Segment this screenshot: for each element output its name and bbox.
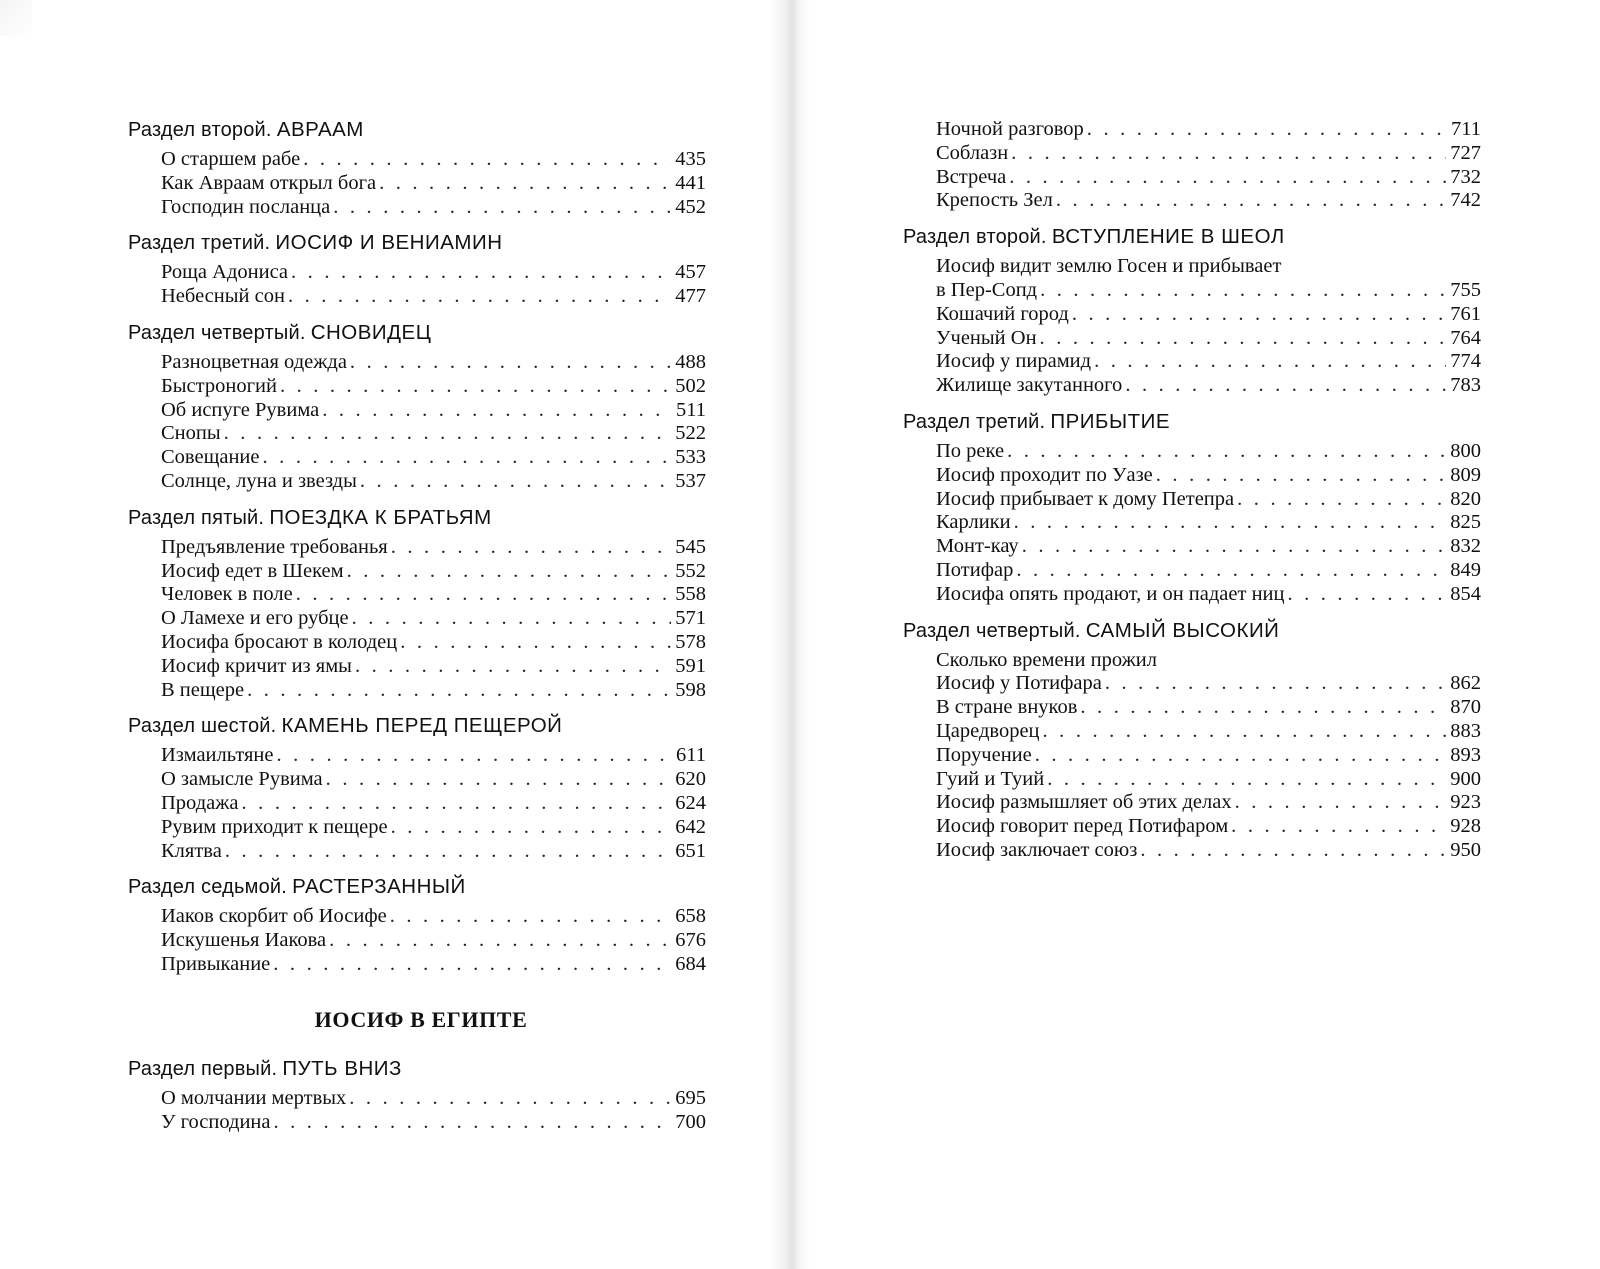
toc-entry[interactable] bbox=[128, 285, 706, 309]
toc-page-number: 545 bbox=[675, 535, 706, 558]
toc-entry[interactable] bbox=[128, 744, 706, 768]
toc-entry-title: Крепость Зел bbox=[936, 189, 1053, 212]
toc-section bbox=[128, 321, 706, 494]
toc-page-number: 774 bbox=[1450, 350, 1481, 373]
toc-entry-title: в Пер-Сопд bbox=[936, 278, 1038, 301]
toc-page-number: 883 bbox=[1450, 719, 1481, 742]
toc-page-number: 695 bbox=[675, 1086, 706, 1109]
toc-page-number: 928 bbox=[1450, 815, 1481, 838]
toc-entry-title: Иосиф заключает союз bbox=[936, 838, 1138, 861]
dot-leader bbox=[347, 560, 671, 584]
section-label: Раздел четвертый. bbox=[903, 619, 1081, 642]
section-name: РАСТЕРЗАННЫЙ bbox=[292, 875, 466, 899]
toc-section bbox=[128, 506, 706, 703]
toc-entry-title: Измаильтяне bbox=[161, 744, 274, 767]
toc-entry[interactable] bbox=[128, 470, 706, 494]
toc-entry[interactable] bbox=[903, 744, 1481, 768]
toc-section bbox=[128, 231, 706, 309]
toc-page-number: 832 bbox=[1450, 535, 1481, 558]
toc-page-number: 870 bbox=[1450, 696, 1481, 719]
toc-entry[interactable] bbox=[128, 560, 706, 584]
toc-entry-title: Карлики bbox=[936, 511, 1011, 534]
toc-entry-title: Искушенья Иакова bbox=[161, 929, 327, 952]
toc-entry-title: Встреча bbox=[936, 165, 1007, 188]
toc-page-number: 624 bbox=[675, 791, 706, 814]
toc-page-number: 825 bbox=[1450, 511, 1481, 534]
toc-entry-title: В стране внуков bbox=[936, 696, 1078, 719]
toc-entry[interactable] bbox=[903, 303, 1481, 327]
toc-entry-title: Солнце, луна и звезды bbox=[161, 469, 357, 492]
section-heading bbox=[128, 1057, 706, 1081]
section-label: Раздел второй. bbox=[128, 119, 272, 141]
page-corner bbox=[0, 0, 32, 36]
toc-page-number: 651 bbox=[675, 839, 706, 862]
toc-entry[interactable] bbox=[128, 792, 706, 816]
toc-entry-title: Ночной разговор bbox=[936, 118, 1084, 140]
toc-entry-title: Иосифа опять продают, и он падает ниц bbox=[936, 582, 1285, 605]
section-heading bbox=[128, 321, 706, 345]
toc-section bbox=[128, 714, 706, 863]
toc-page-number: 522 bbox=[675, 422, 706, 445]
dot-leader bbox=[1140, 839, 1446, 863]
toc-entry[interactable] bbox=[903, 535, 1481, 559]
toc-page-number: 950 bbox=[1450, 838, 1481, 861]
toc-entry-title: Иосиф едет в Шекем bbox=[161, 559, 344, 582]
toc-page-number: 742 bbox=[1450, 189, 1481, 212]
toc-page-number: 684 bbox=[675, 952, 706, 975]
dot-leader bbox=[1080, 696, 1446, 720]
toc-page-number: 558 bbox=[675, 583, 706, 606]
toc-entry-title: Небесный сон bbox=[161, 285, 285, 308]
toc-entry[interactable] bbox=[128, 953, 706, 977]
dot-leader bbox=[1087, 118, 1446, 142]
dot-leader bbox=[329, 929, 671, 953]
toc-entry-title: Привыкание bbox=[161, 952, 271, 975]
toc-page-number: 457 bbox=[675, 261, 706, 284]
dot-leader bbox=[280, 375, 671, 399]
toc-entry-title: Иосиф прибывает к дому Петепра bbox=[936, 487, 1235, 510]
dot-leader bbox=[1072, 303, 1446, 327]
toc-entry[interactable] bbox=[128, 1111, 706, 1135]
dot-leader bbox=[349, 1087, 671, 1111]
toc-entry[interactable] bbox=[903, 791, 1481, 815]
toc-page-number: 809 bbox=[1450, 463, 1481, 486]
toc-entry[interactable] bbox=[903, 327, 1481, 351]
dot-leader bbox=[1016, 559, 1446, 583]
toc-page-number: 923 bbox=[1450, 791, 1481, 814]
left-page bbox=[128, 118, 706, 1146]
toc-entry[interactable] bbox=[128, 148, 706, 172]
dot-leader bbox=[379, 172, 671, 196]
toc-page-number: 676 bbox=[675, 929, 706, 952]
toc-page-number: 533 bbox=[675, 446, 706, 469]
toc-section bbox=[903, 619, 1481, 863]
dot-leader bbox=[296, 583, 671, 607]
dot-leader bbox=[391, 536, 671, 560]
dot-leader bbox=[1094, 350, 1446, 374]
section-name: САМЫЙ ВЫСОКИЙ bbox=[1085, 618, 1280, 642]
toc-entry-title: Быстроногий bbox=[161, 374, 277, 397]
toc-section bbox=[128, 118, 706, 219]
toc-entry[interactable] bbox=[128, 607, 706, 631]
toc-page-number: 849 bbox=[1450, 558, 1481, 581]
dot-leader bbox=[360, 470, 671, 494]
toc-entry-title: Гуий и Туий bbox=[936, 767, 1045, 790]
dot-leader bbox=[303, 148, 671, 172]
toc-entry[interactable] bbox=[903, 839, 1481, 863]
dot-leader bbox=[391, 816, 671, 840]
toc-entry-title: В пещере bbox=[161, 678, 245, 701]
toc-entry-title: О старшем рабе bbox=[161, 148, 301, 170]
dot-leader bbox=[326, 768, 671, 792]
section-name: КАМЕНЬ ПЕРЕД ПЕЩЕРОЙ bbox=[281, 714, 563, 738]
toc-page-number: 537 bbox=[675, 469, 706, 492]
toc-entry[interactable] bbox=[128, 768, 706, 792]
dot-leader bbox=[274, 1111, 672, 1135]
toc-entry-title: Кошачий город bbox=[936, 302, 1069, 325]
toc-page-number: 591 bbox=[675, 654, 706, 677]
section-name: ПОЕЗДКА К БРАТЬЯМ bbox=[269, 505, 492, 529]
continued-entries bbox=[903, 118, 1481, 213]
toc-entry-title: Продажа bbox=[161, 791, 239, 814]
toc-page-number: 820 bbox=[1450, 487, 1481, 510]
part-title: ИОСИФ В ЕГИПТЕ bbox=[314, 1006, 528, 1032]
toc-entry[interactable] bbox=[128, 375, 706, 399]
toc-page-number: 435 bbox=[675, 148, 706, 170]
dot-leader bbox=[1056, 189, 1446, 213]
toc-entry-title: Предъявление требованья bbox=[161, 535, 388, 558]
section-heading bbox=[128, 506, 706, 530]
dot-leader bbox=[322, 399, 671, 423]
dot-leader bbox=[1287, 583, 1446, 607]
toc-page-number: 761 bbox=[1450, 302, 1481, 325]
toc-page-number: 642 bbox=[675, 815, 706, 838]
dot-leader bbox=[263, 446, 671, 470]
toc-entry[interactable] bbox=[128, 840, 706, 864]
toc-page-number: 783 bbox=[1450, 374, 1481, 397]
toc-page-number: 764 bbox=[1450, 326, 1481, 349]
section-label: Раздел третий. bbox=[903, 410, 1046, 433]
toc-page-number: 854 bbox=[1450, 582, 1481, 605]
toc-page-number: 732 bbox=[1450, 165, 1481, 188]
toc-entry-title: О молчании мертвых bbox=[161, 1086, 347, 1109]
toc-page-number: 727 bbox=[1450, 141, 1481, 164]
toc-entry[interactable] bbox=[128, 196, 706, 220]
toc-entry[interactable] bbox=[128, 422, 706, 446]
toc-entry-title: У господина bbox=[161, 1110, 271, 1133]
right-toc-sections bbox=[903, 225, 1481, 863]
toc-page-number: 571 bbox=[675, 607, 706, 630]
toc-page-number: 502 bbox=[675, 374, 706, 397]
toc-entry[interactable] bbox=[128, 536, 706, 560]
toc-entry[interactable] bbox=[903, 189, 1481, 213]
toc-page-number: 755 bbox=[1450, 278, 1481, 301]
left-toc-sections-part bbox=[128, 1057, 706, 1135]
section-heading bbox=[128, 714, 706, 738]
section-label: Раздел второй. bbox=[903, 226, 1047, 249]
toc-entry[interactable]: Иосиф видит землю Госен и прибывает bbox=[936, 255, 1282, 278]
toc-section bbox=[903, 225, 1481, 398]
left-toc-sections bbox=[128, 118, 706, 977]
section-heading bbox=[128, 231, 706, 255]
toc-entry-title: Иаков скорбит об Иосифе bbox=[161, 905, 387, 928]
toc-page-number: 800 bbox=[1450, 439, 1481, 462]
dot-leader bbox=[1014, 511, 1446, 535]
toc-page-number: 620 bbox=[675, 768, 706, 791]
toc-entry-title: О Ламехе и его рубце bbox=[161, 607, 349, 630]
toc-entry[interactable] bbox=[903, 768, 1481, 792]
toc-entry[interactable]: Сколько времени прожил bbox=[936, 648, 1157, 671]
toc-entry-title: Снопы bbox=[161, 422, 221, 445]
toc-page-number: 658 bbox=[675, 905, 706, 928]
toc-entry[interactable] bbox=[903, 464, 1481, 488]
dot-leader bbox=[1035, 744, 1446, 768]
toc-page-number: 441 bbox=[675, 171, 706, 194]
toc-section bbox=[903, 410, 1481, 607]
toc-entry-title: Иосифа бросают в колодец bbox=[161, 630, 398, 653]
toc-page-number: 452 bbox=[675, 195, 706, 218]
section-label: Раздел четвертый. bbox=[128, 321, 306, 344]
toc-section bbox=[128, 1057, 706, 1135]
dot-leader bbox=[1125, 374, 1446, 398]
section-heading bbox=[128, 118, 706, 142]
toc-entry[interactable] bbox=[128, 655, 706, 679]
section-name: ВСТУПЛЕНИЕ В ШЕОЛ bbox=[1051, 225, 1285, 249]
toc-entry[interactable] bbox=[903, 118, 1481, 142]
toc-entry-title: Иосиф кричит из ямы bbox=[161, 654, 352, 677]
dot-leader bbox=[1047, 768, 1446, 792]
section-heading bbox=[903, 225, 1481, 249]
dot-leader bbox=[1231, 815, 1446, 839]
toc-page-number: 598 bbox=[675, 678, 706, 701]
toc-page-number: 893 bbox=[1450, 743, 1481, 766]
toc-entry-title: Разноцветная одежда bbox=[161, 350, 347, 373]
dot-leader bbox=[225, 840, 671, 864]
dot-leader bbox=[350, 351, 671, 375]
section-heading bbox=[903, 410, 1481, 434]
section-label: Раздел первый. bbox=[128, 1057, 278, 1080]
dot-leader bbox=[288, 285, 671, 309]
dot-leader bbox=[1156, 464, 1446, 488]
toc-entry[interactable] bbox=[128, 679, 706, 703]
toc-entry[interactable] bbox=[903, 374, 1481, 398]
toc-entry[interactable] bbox=[903, 559, 1481, 583]
toc-entry-title: Поручение bbox=[936, 743, 1032, 766]
toc-entry-title: О замысле Рувима bbox=[161, 768, 323, 791]
toc-entry[interactable] bbox=[903, 488, 1481, 512]
dot-leader bbox=[291, 261, 671, 285]
section-label: Раздел третий. bbox=[128, 232, 271, 255]
toc-entry-title: Как Авраам открыл бога bbox=[161, 171, 377, 194]
toc-entry-title: Монт-кау bbox=[936, 535, 1019, 558]
section-name: СНОВИДЕЦ bbox=[310, 320, 432, 344]
toc-entry-title: Иосиф проходит по Уазе bbox=[936, 463, 1153, 486]
dot-leader bbox=[224, 422, 671, 446]
dot-leader bbox=[1040, 279, 1446, 303]
toc-entry-title: Жилище закутанного bbox=[936, 374, 1123, 397]
dot-leader bbox=[1011, 142, 1446, 166]
toc-entry[interactable] bbox=[903, 583, 1481, 607]
toc-page-number: 900 bbox=[1450, 767, 1481, 790]
dot-leader bbox=[1009, 166, 1446, 190]
toc-page-number: 862 bbox=[1450, 672, 1481, 695]
toc-page-number: 488 bbox=[675, 350, 706, 373]
toc-entry[interactable] bbox=[128, 929, 706, 953]
dot-leader bbox=[355, 655, 671, 679]
section-name: ПУТЬ ВНИЗ bbox=[282, 1056, 402, 1080]
section-name: АВРААМ bbox=[276, 118, 364, 141]
toc-entry-title: Совещание bbox=[161, 446, 260, 469]
dot-leader bbox=[1007, 440, 1446, 464]
toc-page-number: 611 bbox=[676, 744, 706, 767]
dot-leader bbox=[242, 792, 671, 816]
toc-entry[interactable] bbox=[128, 816, 706, 840]
toc-entry-title: Иосиф у Потифара bbox=[936, 672, 1102, 695]
toc-page-number: 477 bbox=[675, 285, 706, 308]
dot-leader bbox=[277, 744, 672, 768]
dot-leader bbox=[352, 607, 671, 631]
dot-leader bbox=[247, 679, 671, 703]
dot-leader bbox=[1105, 672, 1446, 696]
toc-entry-title: Царедворец bbox=[936, 719, 1040, 742]
toc-page-number: 711 bbox=[1451, 118, 1481, 140]
toc-entry[interactable] bbox=[903, 696, 1481, 720]
toc-entry[interactable] bbox=[128, 351, 706, 375]
section-name: ИОСИФ И ВЕНИАМИН bbox=[275, 231, 503, 255]
dot-leader bbox=[333, 196, 671, 220]
toc-entry[interactable] bbox=[128, 631, 706, 655]
toc-page-number: 700 bbox=[675, 1110, 706, 1133]
toc-entry-title: Потифар bbox=[936, 558, 1014, 581]
toc-entry[interactable] bbox=[128, 446, 706, 470]
toc-entry[interactable] bbox=[128, 905, 706, 929]
toc-entry-title: Роща Адониса bbox=[161, 261, 289, 284]
dot-leader bbox=[1040, 327, 1446, 351]
section-label: Раздел седьмой. bbox=[128, 876, 288, 899]
dot-leader bbox=[1235, 791, 1446, 815]
section-heading bbox=[903, 619, 1481, 643]
toc-entry[interactable] bbox=[903, 511, 1481, 535]
right-page bbox=[903, 118, 1481, 875]
toc-entry-title: По реке bbox=[936, 439, 1005, 462]
toc-entry-title: Клятва bbox=[161, 839, 222, 862]
section-heading bbox=[128, 875, 706, 899]
section-label: Раздел пятый. bbox=[128, 506, 265, 529]
toc-entry-title: Иосиф говорит перед Потифаром bbox=[936, 815, 1229, 838]
toc-entry-title: Соблазн bbox=[936, 141, 1009, 164]
toc-entry[interactable] bbox=[128, 1087, 706, 1111]
toc-entry-title: Ученый Он bbox=[936, 326, 1037, 349]
dot-leader bbox=[1043, 720, 1446, 744]
toc-section bbox=[128, 875, 706, 976]
toc-entry-title: Рувим приходит к пещере bbox=[161, 815, 388, 838]
toc-entry[interactable] bbox=[128, 583, 706, 607]
toc-entry[interactable] bbox=[128, 172, 706, 196]
toc-entry[interactable] bbox=[903, 672, 1481, 696]
book-gutter bbox=[770, 0, 810, 1269]
toc-entry[interactable] bbox=[903, 440, 1481, 464]
toc-entry[interactable] bbox=[128, 399, 706, 423]
dot-leader bbox=[273, 953, 671, 977]
section-label: Раздел шестой. bbox=[128, 715, 277, 738]
toc-entry-title: Иосиф размышляет об этих делах bbox=[936, 791, 1232, 814]
toc-entry[interactable] bbox=[903, 166, 1481, 190]
dot-leader bbox=[390, 905, 671, 929]
toc-page-number: 511 bbox=[676, 398, 706, 421]
toc-entry-title: Человек в поле bbox=[161, 583, 293, 606]
toc-entry[interactable] bbox=[903, 279, 1481, 303]
toc-entry[interactable] bbox=[903, 350, 1481, 374]
toc-page-number: 578 bbox=[675, 630, 706, 653]
toc-entry[interactable] bbox=[903, 142, 1481, 166]
toc-entry-title: Иосиф у пирамид bbox=[936, 350, 1092, 373]
toc-page-number: 552 bbox=[675, 559, 706, 582]
dot-leader bbox=[1237, 488, 1446, 512]
toc-entry[interactable] bbox=[903, 720, 1481, 744]
dot-leader bbox=[1022, 535, 1446, 559]
toc-entry-title: Об испуге Рувима bbox=[161, 398, 320, 421]
toc-entry[interactable] bbox=[903, 815, 1481, 839]
dot-leader bbox=[400, 631, 671, 655]
section-name: ПРИБЫТИЕ bbox=[1050, 409, 1171, 433]
toc-entry[interactable] bbox=[128, 261, 706, 285]
toc-entry-title: Господин посланца bbox=[161, 195, 331, 218]
